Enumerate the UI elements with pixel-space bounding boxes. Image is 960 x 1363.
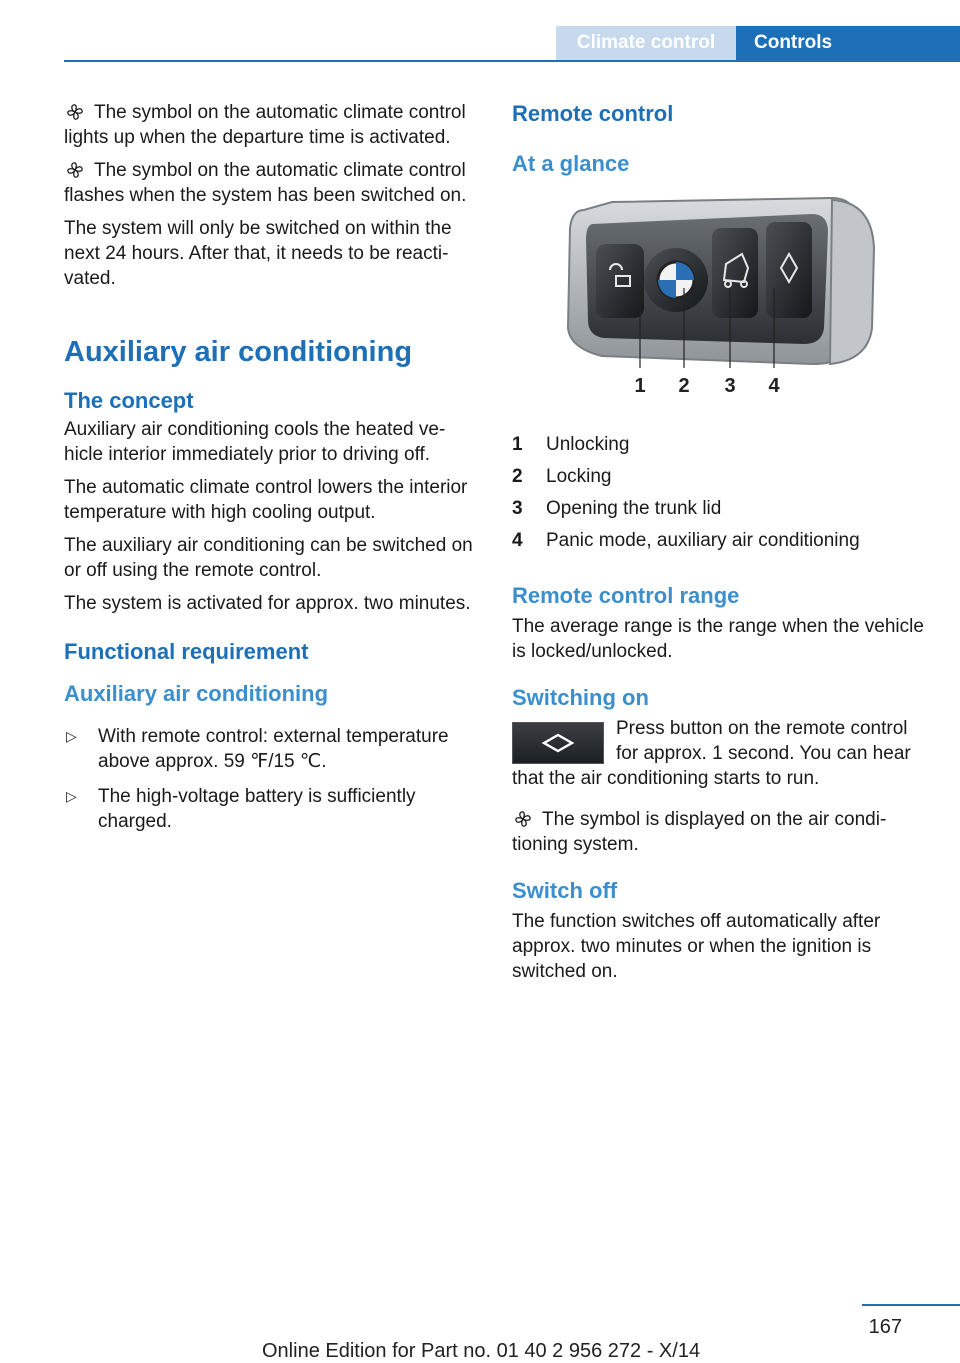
- legend-row: [512, 464, 932, 496]
- concept-paragraph-3: The auxiliary air conditioning can be switched on or off using the remote control.: [64, 535, 473, 581]
- section-title: Auxiliary air conditioning: [64, 336, 413, 368]
- aux-ac-subheading: Auxiliary air conditioning: [64, 681, 329, 706]
- paragraph-text: The symbol is displayed on the air conditioning system.: [512, 809, 887, 855]
- switch-off-heading: Switch off: [512, 878, 618, 903]
- departure-symbol-paragraph: [64, 100, 476, 150]
- right-column: [512, 100, 932, 992]
- activation-window-paragraph: The system will only be switched on within the next 24 hours. After that, it needs to be reactivated.: [64, 218, 452, 289]
- concept-paragraph-1: Auxiliary air conditioning cools the heated vehicle interior immediately prior to driving off.: [64, 419, 446, 465]
- callout-label-2: 2: [678, 375, 690, 397]
- switching-on-heading: Switching on: [512, 685, 649, 710]
- fan-icon: [66, 103, 84, 121]
- legend-number: 3: [512, 498, 523, 519]
- key-fob-illustration: [512, 188, 932, 418]
- trunk-button: [712, 228, 758, 318]
- legend-text: Unlocking: [546, 434, 630, 455]
- bullet-triangle-icon: ▷: [66, 728, 77, 744]
- requirement-list: [64, 724, 476, 834]
- callout-label-1: 1: [634, 375, 646, 397]
- unlock-button: [596, 244, 644, 318]
- switching-on-block: [512, 716, 932, 807]
- page-number: 167: [868, 1316, 902, 1338]
- legend-row: [512, 496, 932, 528]
- concept-paragraph-2: The automatic climate control lowers the interior temperature with high cooling output.: [64, 477, 468, 523]
- edition-footer: Online Edition for Part no. 01 40 2 956 272 - X/14: [262, 1340, 701, 1362]
- at-a-glance-heading: At a glance: [512, 151, 630, 176]
- left-column: [64, 100, 476, 844]
- legend-text: Opening the trunk lid: [546, 498, 722, 519]
- list-item: [64, 724, 476, 774]
- legend-number: 4: [512, 530, 523, 551]
- figure-legend: [512, 432, 932, 560]
- paragraph-text: The symbol on the automatic climate control lights up when the departure time is activated.: [64, 102, 466, 148]
- panic-diamond-icon: [541, 733, 575, 753]
- bullet-triangle-icon: ▷: [66, 788, 77, 804]
- legend-text: Panic mode, auxiliary air conditioning: [546, 530, 860, 551]
- flash-symbol-paragraph: [64, 158, 476, 208]
- list-item: [64, 784, 476, 834]
- concept-paragraph-4: The system is activated for approx. two minutes.: [64, 593, 471, 614]
- legend-text: Locking: [546, 466, 612, 487]
- switching-on-paragraph: Press button on the remote control for approx. 1 second. You can hear that the air conditioning starts to run.: [512, 718, 911, 789]
- remote-control-heading: Remote control: [512, 101, 674, 126]
- remote-key-figure: [512, 188, 932, 418]
- legend-number: 1: [512, 434, 523, 455]
- functional-requirement-heading: Functional requirement: [64, 639, 309, 664]
- legend-number: 2: [512, 466, 523, 487]
- legend-row: [512, 432, 932, 464]
- switch-off-paragraph: The function switches off automatically after approx. two minutes or when the ignition is switched on.: [512, 911, 881, 982]
- list-item-text: With remote control: external temperature above approx. 59 ℉/15 ℃.: [98, 726, 449, 772]
- remote-button-image: [512, 722, 604, 764]
- fan-icon: [66, 161, 84, 179]
- callout-label-3: 3: [724, 375, 736, 397]
- legend-row: [512, 528, 932, 560]
- fan-icon: [514, 810, 532, 828]
- callout-label-4: 4: [768, 375, 780, 397]
- panic-button: [766, 222, 812, 318]
- header-chapter-tab: Controls: [736, 26, 960, 62]
- remote-range-paragraph: The average range is the range when the vehicle is locked/unlocked.: [512, 616, 924, 662]
- concept-heading: The concept: [64, 388, 194, 413]
- header-rule: [64, 60, 960, 62]
- remote-range-heading: Remote control range: [512, 583, 740, 608]
- footer-rule: [862, 1304, 960, 1306]
- paragraph-text: The symbol on the automatic climate control flashes when the system has been switched on.: [64, 160, 467, 206]
- list-item-text: The high-voltage battery is sufficiently charged.: [98, 786, 416, 832]
- display-symbol-paragraph: [512, 807, 932, 857]
- header-section-tab: Climate control: [556, 26, 736, 60]
- key-tip: [830, 200, 874, 364]
